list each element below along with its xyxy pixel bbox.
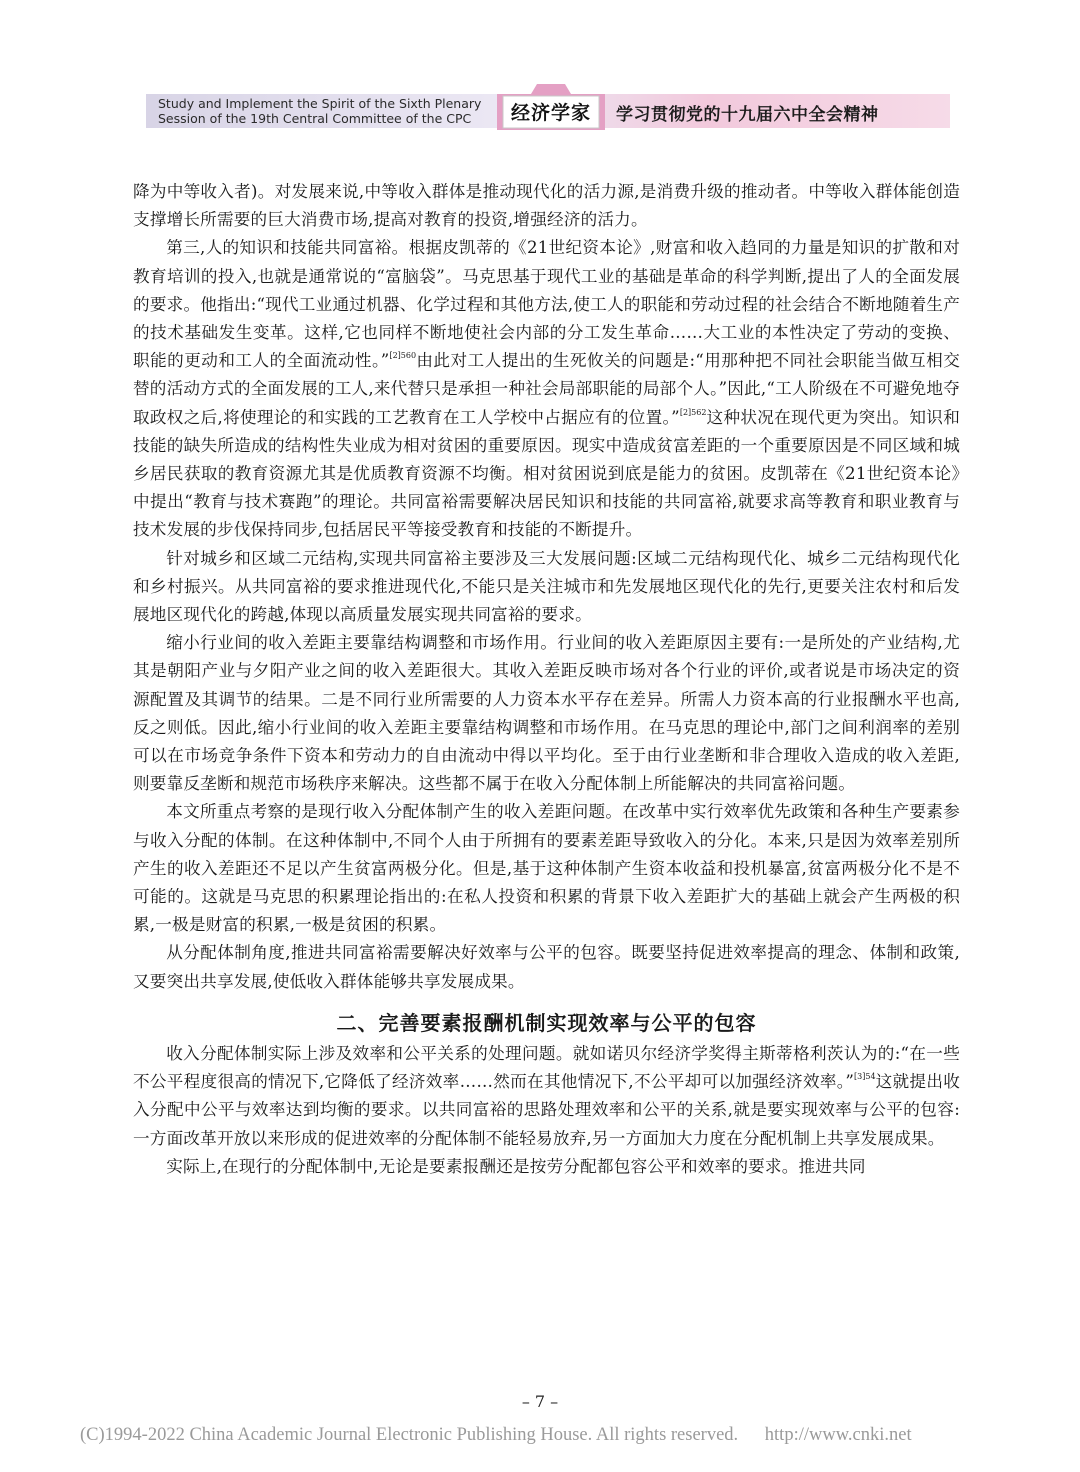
journal-name-tab	[497, 84, 605, 130]
paragraph-8: 实际上,在现行的分配体制中,无论是要素报酬还是按劳分配都包容公平和效率的要求。推进共同	[166, 1156, 866, 1176]
copyright-footer	[80, 1425, 980, 1446]
header-english-title	[158, 96, 498, 126]
citation-marker: [2]560	[389, 351, 417, 361]
paragraph-3: 针对城乡和区域二元结构,实现共同富裕主要涉及三大发展问题:区域二元结构现代化、城乡二元结构现代化和乡村振兴。从共同富裕的要求推进现代化,不能只是关注城市和先发展地区现代化的先行,更要关注农村和后发展地区现代化的跨越,体现以高质量发展实现共同富裕的要求。	[133, 548, 960, 625]
paragraph-2-text-c: 这种状况在现代更为突出。知识和技能的缺失所造成的结构性失业成为相对贫困的重要原因。现实中造成贫富差距的一个重要原因是不同区域和城乡居民获取的教育资源尤其是优质教育资源不均衡。相对贫困说到底是能力的贫困。皮凯蒂在《21世纪资本论》中提出“教育与技术赛跑”的理论。共同富裕需要解决居民知识和技能的共同富裕,就要求高等教育和职业教育与技术发展的步伐保持同步,包括居民平等接受教育和技能的不断提升。	[133, 407, 960, 540]
paragraph-5: 本文所重点考察的是现行收入分配体制产生的收入差距问题。在改革中实行效率优先政策和各种生产要素参与收入分配的体制。在这种体制中,不同个人由于所拥有的要素差距导致收入的分化。本来,只是因为效率差别所产生的收入差距还不足以产生贫富两极分化。但是,基于这种体制产生资本收益和投机暴富,贫富两极分化不是不可能的。这就是马克思的积累理论指出的:在私人投资和积累的背景下收入差距扩大的基础上就会产生两极的积累,一极是财富的积累,一极是贫困的积累。	[133, 802, 960, 935]
header-chinese-title: 学习贯彻党的十九届六中全会精神	[616, 105, 879, 125]
citation-marker: [3]54	[854, 1072, 876, 1082]
paragraph-2-text-a: 第三,人的知识和技能共同富裕。根据皮凯蒂的《21世纪资本论》,财富和收入趋同的力量是知识的扩散和对教育培训的投入,也就是通常说的“富脑袋”。马克思基于现代工业的基础是革命的科学判断,提出了人的全面发展的要求。他指出:“现代工业通过机器、化学过程和其他方法,使工人的职能和劳动过程的社会结合不断地随着生产的技术基础发生变革。这样,它也同样不断地使社会内部的分工发生革命……大工业的本性决定了劳动的变换、职能的更动和工人的全面流动性。”	[133, 238, 960, 371]
page-number: – 7 –	[521, 1392, 559, 1411]
cnki-link[interactable]: http://www.cnki.net	[764, 1425, 912, 1445]
paragraph-7	[133, 1040, 960, 1153]
paragraph-4: 缩小行业间的收入差距主要靠结构调整和市场作用。行业间的收入差距原因主要有:一是所处的产业结构,尤其是朝阳产业与夕阳产业之间的收入差距很大。其收入差距反映市场对各个行业的评价,或者说是市场决定的资源配置及其调节的结果。二是不同行业所需要的人力资本水平存在差异。所需人力资本高的行业报酬水平也高,反之则低。因此,缩小行业间的收入差距主要靠结构调整和市场作用。在马克思的理论中,部门之间利润率的差别可以在市场竞争条件下资本和劳动力的自由流动中得以平均化。至于由行业垄断和非合理收入造成的收入差距,则要靠反垄断和规范市场秩序来解决。这些都不属于在收入分配体制上所能解决的共同富裕问题。	[133, 633, 960, 794]
article-body	[133, 178, 960, 1181]
paragraph-1: 降为中等收入者)。对发展来说,中等收入群体是推动现代化的活力源,是消费升级的推动者。中等收入群体能创造支撑增长所需要的巨大消费市场,提高对教育的投资,增强经济的活力。	[133, 182, 960, 230]
paragraph-2	[133, 234, 960, 544]
paragraph-7-text-b: 这就提出收入分配中公平与效率达到均衡的要求。以共同富裕的思路处理效率和公平的关系,就是要实现效率与公平的包容:一方面改革开放以来形成的促进效率的分配体制不能轻易放弃,另一方面加大力度在分配机制上共享发展成果。	[133, 1072, 961, 1148]
section-heading: 二、完善要素报酬机制实现效率与公平的包容	[336, 1010, 757, 1035]
header-english-line-1: Study and Implement the Spirit of the Sixth Plenary	[158, 96, 482, 111]
header-english-line-2: Session of the 19th Central Committee of the CPC	[158, 111, 472, 126]
paragraph-2-text-b: 由此对工人提出的生死攸关的问题是:“用那种把不同社会职能当做互相交替的活动方式的全面发展的工人,来代替只是承担一种社会局部职能的局部个人。”因此,“工人阶级在不可避免地夺取政权之后,将使理论的和实践的工艺教育在工人学校中占据应有的位置。”	[133, 351, 961, 427]
journal-name-label: 经济学家	[510, 102, 591, 124]
citation-marker: [2]562	[679, 407, 707, 417]
paragraph-6: 从分配体制角度,推进共同富裕需要解决好效率与公平的包容。既要坚持促进效率提高的理念、体制和政策,又要突出共享发展,使低收入群体能够共享发展成果。	[133, 943, 960, 991]
paragraph-7-text-a: 收入分配体制实际上涉及效率和公平关系的处理问题。就如诺贝尔经济学奖得主斯蒂格利茨认为的:“在一些不公平程度很高的情况下,它降低了经济效率……然而在其他情况下,不公平却可以加强经济效率。”	[133, 1043, 960, 1092]
copyright-text: (C)1994-2022 China Academic Journal Electronic Publishing House. All rights reserved.	[80, 1425, 739, 1445]
